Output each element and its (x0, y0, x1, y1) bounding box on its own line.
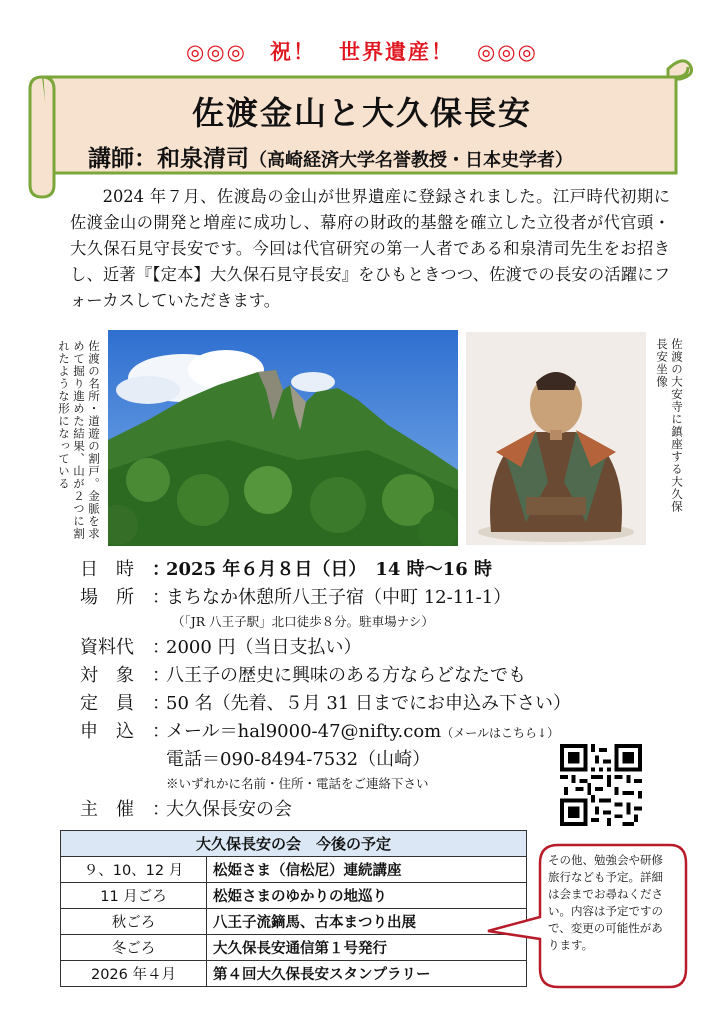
apply-row: 申 込 ： メール＝hal9000-47@nifty.com（メールはこちら↓） (80, 717, 640, 745)
date-value: 2025 年６月８日（日） 14 時〜16 時 (166, 559, 492, 580)
table-row (61, 883, 527, 909)
target-value: 八王子の歴史に興味のある方ならどなたでも (166, 665, 526, 686)
place-value: まちなか休憩所八王子宿（中町 12-11-1） (166, 587, 512, 608)
table-row (61, 909, 527, 935)
table-row (61, 857, 527, 883)
apply-phone: 電話＝090-8494-7532（山崎） (166, 749, 431, 770)
phone-row (80, 745, 640, 773)
lecturer-line (88, 140, 688, 173)
date-label: 日 時 (80, 559, 134, 580)
schedule-when: 冬ごろ (61, 935, 207, 961)
celebration-banner: ◎◎◎ 祝！ 世界遺産！ ◎◎◎ (186, 40, 538, 64)
fee-label: 資料代 (80, 637, 134, 658)
apply-email-note: （メールはこちら↓） (441, 726, 560, 740)
date-row: 日 時 ： 2025 年６月８日（日） 14 時〜16 時 (80, 555, 640, 583)
host-label: 主 催 (80, 799, 134, 820)
lecturer-affiliation: （高崎経済大学名誉教授・日本史学者） (249, 150, 573, 171)
apply-label: 申 込 (80, 721, 134, 742)
fee-row: 資料代 ： 2000 円（当日支払い） (80, 633, 640, 661)
title-scroll (28, 55, 696, 200)
capacity-row: 定 員 ： 50 名（先着、５月 31 日までにお申込み下さい） (80, 689, 640, 717)
schedule-when: 2026 年４月 (61, 961, 207, 987)
place-note: （「JR 八王子駅」北口徒歩８分。駐車場ナシ） (172, 614, 434, 629)
schedule-when: 秋ごろ (61, 909, 207, 935)
lecturer-name: 講師：和泉清司 (88, 146, 249, 172)
place-label: 場 所 (80, 587, 134, 608)
schedule-header: 大久保長安の会 今後の予定 (61, 831, 527, 857)
apply-note: ※いずれかに名前・住所・電話をご連絡下さい (166, 776, 429, 791)
schedule-what: 松姫さま（信松尼）連続講座 (207, 857, 527, 883)
apply-email[interactable]: メール＝hal9000-47@nifty.com (166, 721, 442, 742)
place-row: 場 所 ： まちなか休憩所八王子宿（中町 12-11-1） (80, 583, 640, 611)
capacity-label: 定 員 (80, 693, 134, 714)
mountain-photo-caption: 佐渡の名所・道遊の割戸。金脈を求めて掘り進めた結果、山が２つに割れたような形になっている (57, 340, 101, 540)
schedule-what: 松姫さまのゆかりの地巡り (207, 883, 527, 909)
intro-paragraph: 2024 年７月、佐渡島の金山が世界遺産に登録されました。江戸時代初期に佐渡金山の開発と増産に成功し、幕府の財政的基盤を確立した立役者が代官頭・大久保石見守長安です。今回は代官研究の第一人者である和泉清司先生をお招きし、近著『【定本】大久保石見守長安』をひもときつつ、佐渡での長安の活躍にフォーカスしていただきます。 (70, 187, 670, 310)
target-label: 対 象 (80, 665, 134, 686)
schedule-what: 第４回大久保長安スタンプラリー (207, 961, 527, 987)
host-row: 主 催 ： 大久保長安の会 (80, 795, 640, 823)
host-value: 大久保長安の会 (166, 799, 292, 820)
doyu-no-warito-photo (108, 330, 458, 546)
schedule-what: 大久保長安通信第１号発行 (207, 935, 527, 961)
okubo-nagayasu-statue-photo (466, 332, 646, 545)
table-row (61, 961, 527, 987)
fee-value: 2000 円（当日支払い） (166, 637, 362, 658)
schedule-what: 八王子流鏑馬、古本まつり出展 (207, 909, 527, 935)
capacity-value: 50 名（先着、５月 31 日までにお申込み下さい） (166, 693, 571, 714)
target-row: 対 象 ： 八王子の歴史に興味のある方ならどなたでも (80, 661, 640, 689)
statue-photo-caption: 佐渡の大安寺に鎮座する大久保長安坐像 (655, 338, 684, 513)
bubble-note: その他、勉強会や研修旅行なども予定。詳細は会までお尋ねください。内容は予定ですので、変更の可能性があります。 (548, 853, 663, 952)
page-title: 佐渡金山と大久保長安 (191, 94, 532, 132)
schedule-when: 11 月ごろ (61, 883, 207, 909)
schedule-when: ９、10、12 月 (61, 857, 207, 883)
schedule-table (60, 830, 527, 987)
event-details (80, 555, 640, 823)
qr-code[interactable] (560, 744, 642, 826)
table-row (61, 935, 527, 961)
